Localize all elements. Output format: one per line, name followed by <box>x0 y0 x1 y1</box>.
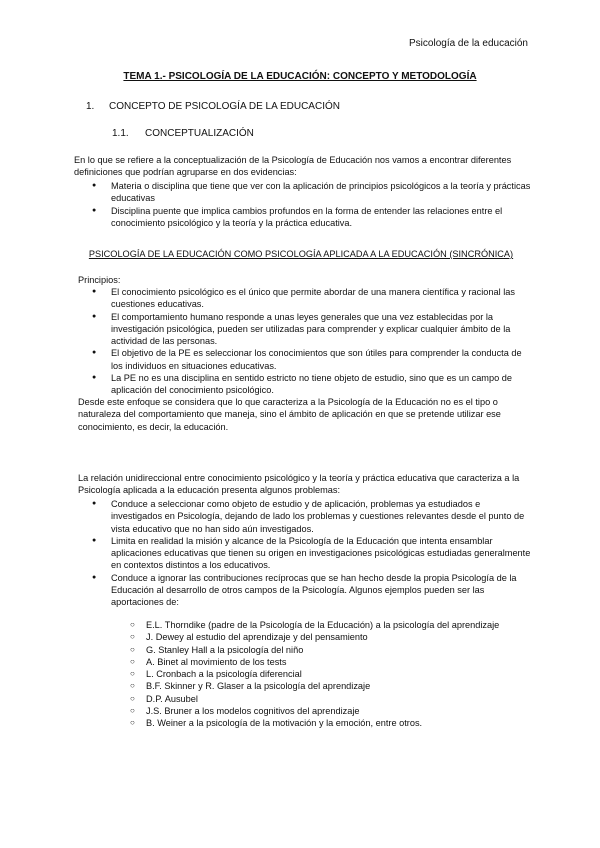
list-item: ○ D.P. Ausubel <box>130 693 530 705</box>
principios-list <box>92 286 532 397</box>
aportaciones-list <box>130 619 530 730</box>
list-item: ○ G. Stanley Hall a la psicología del niño <box>130 644 530 656</box>
list-item: ○ E.L. Thorndike (padre de la Psicología de la Educación) a la psicología del aprendizaje <box>130 619 530 631</box>
subsection-heading <box>112 128 254 140</box>
body-paragraph: Desde este enfoque se considera que lo que caracteriza a la Psicología de la Educación no es el tipo o naturaleza del comportamiento que maneja, sino el ámbito de aplicación en que se pretende utilizar ese conocimiento, es decir, la educación. <box>78 397 501 432</box>
list-item: ○ J.S. Bruner a los modelos cognitivos del aprendizaje <box>130 705 530 717</box>
list-item: ● La PE no es una disciplina en sentido estricto no tiene objeto de estudio, sino que es un campo de aplicación del conocimiento psicológico. <box>92 372 532 397</box>
running-header: Psicología de la educación <box>409 38 528 49</box>
list-item: ● Disciplina puente que implica cambios profundos en la forma de entender las relaciones entre el conocimiento psicológico y la teoría y la práctica educativa. <box>92 205 532 230</box>
section-heading <box>86 101 340 113</box>
list-item: ● Limita en realidad la misión y alcance de la Psicología de la Educación que intenta ensamblar aplicaciones educativas que tienen su origen en investigaciones psicológicas estudiadas generalmente en contextos distintos a los educativos. <box>92 535 532 572</box>
list-item: ○ J. Dewey al estudio del aprendizaje y del pensamiento <box>130 631 530 643</box>
body-paragraph: La relación unidireccional entre conocimiento psicológico y la teoría y práctica educativa que caracteriza a la Psicología aplicada a la educación presenta algunos problemas: <box>78 473 520 496</box>
intro-paragraph: En lo que se refiere a la conceptualización de la Psicología de Educación nos vamos a encontrar diferentes definiciones que podrían agruparse en dos evidencias: <box>74 155 512 178</box>
principios-label: Principios: <box>78 275 121 285</box>
list-item: ○ L. Cronbach a la psicología diferencial <box>130 668 530 680</box>
list-item: ● Conduce a seleccionar como objeto de estudio y de aplicación, problemas ya estudiados e investigados en Psicología, dejando de lado los problemas y cuestiones relevantes desde el punto de vista educativo que no han sido aún investigados. <box>92 498 532 535</box>
problemas-list <box>92 498 532 609</box>
list-item: ● Materia o disciplina que tiene que ver con la aplicación de principios psicológicos a la teoría y prácticas educativas <box>92 180 532 205</box>
section-number: 1. <box>86 101 95 112</box>
list-item: ● El comportamiento humano responde a unas leyes generales que una vez establecidas por la investigación psicológica, pueden ser utilizadas para comprender y explicar cualquier ámbito de la actividad de las personas. <box>92 311 532 348</box>
definitions-list <box>92 180 532 229</box>
document-title: TEMA 1.- PSICOLOGÍA DE LA EDUCACIÓN: CONCEPTO Y METODOLOGÍA <box>123 71 477 82</box>
list-item: ● Conduce a ignorar las contribuciones recíprocas que se han hecho desde la propia Psicología de la Educación al desarrollo de otros campos de la Psicología. Algunos ejemplos pueden ser las aportaciones de: <box>92 572 532 609</box>
section-subtitle: PSICOLOGÍA DE LA EDUCACIÓN COMO PSICOLOGÍA APLICADA A LA EDUCACIÓN (SINCRÓNICA) <box>88 249 514 259</box>
list-item: ● El conocimiento psicológico es el único que permite abordar de una manera científica y racional las cuestiones educativas. <box>92 286 532 311</box>
list-item: ● El objetivo de la PE es seleccionar los conocimientos que son útiles para comprender la conducta de los individuos en situaciones educativas. <box>92 347 532 372</box>
list-item: ○ A. Binet al movimiento de los tests <box>130 656 530 668</box>
list-item: ○ B.F. Skinner y R. Glaser a la psicología del aprendizaje <box>130 680 530 692</box>
subsection-number: 1.1. <box>112 128 129 139</box>
section-label: CONCEPTO DE PSICOLOGÍA DE LA EDUCACIÓN <box>109 101 340 112</box>
list-item: ○ B. Weiner a la psicología de la motivación y la emoción, entre otros. <box>130 717 530 729</box>
subsection-label: CONCEPTUALIZACIÓN <box>145 128 254 139</box>
